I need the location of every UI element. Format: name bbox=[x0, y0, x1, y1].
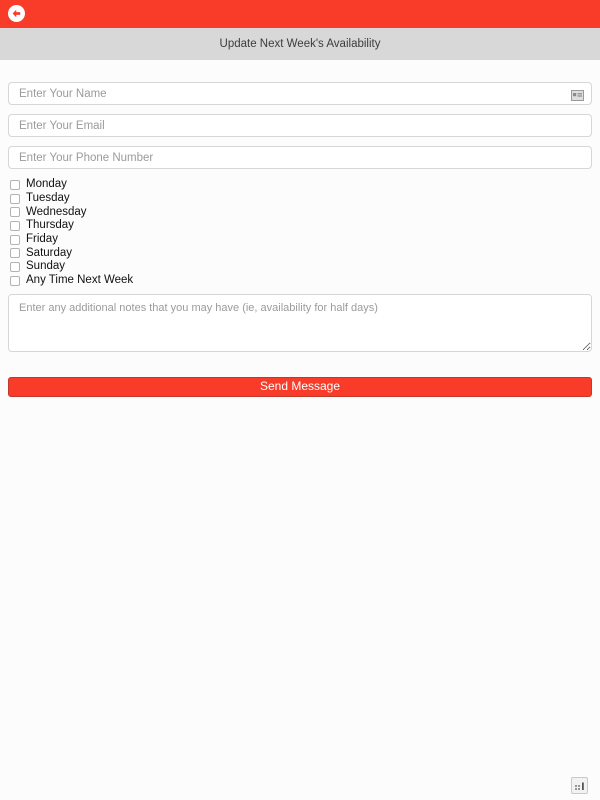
day-label: Saturday bbox=[26, 246, 73, 259]
availability-form bbox=[0, 60, 600, 397]
notes-textarea[interactable] bbox=[8, 294, 592, 352]
day-option-monday[interactable] bbox=[10, 178, 592, 192]
top-bar bbox=[0, 0, 600, 28]
sunday-checkbox[interactable] bbox=[10, 262, 20, 272]
day-label: Friday bbox=[26, 233, 58, 246]
phone-field-wrap bbox=[8, 146, 592, 169]
day-option-friday[interactable] bbox=[10, 233, 592, 247]
phone-input[interactable] bbox=[8, 146, 592, 169]
friday-checkbox[interactable] bbox=[10, 235, 20, 245]
header-bar bbox=[0, 28, 600, 60]
day-option-saturday[interactable] bbox=[10, 246, 592, 260]
day-label: Sunday bbox=[26, 260, 66, 273]
saturday-checkbox[interactable] bbox=[10, 248, 20, 258]
monday-checkbox[interactable] bbox=[10, 180, 20, 190]
day-label: Wednesday bbox=[26, 205, 87, 218]
email-input[interactable] bbox=[8, 114, 592, 137]
day-option-thursday[interactable] bbox=[10, 219, 592, 233]
resize-handle[interactable] bbox=[571, 777, 588, 794]
resize-grip-icon bbox=[573, 779, 586, 792]
back-arrow-icon bbox=[11, 8, 22, 19]
name-field-wrap bbox=[8, 82, 592, 105]
page-title: Update Next Week's Availability bbox=[219, 38, 381, 50]
day-option-anytime[interactable] bbox=[10, 274, 592, 288]
name-input[interactable] bbox=[8, 82, 592, 105]
day-label: Tuesday bbox=[26, 192, 70, 205]
thursday-checkbox[interactable] bbox=[10, 221, 20, 231]
day-label: Monday bbox=[26, 178, 67, 191]
day-option-sunday[interactable] bbox=[10, 260, 592, 274]
tuesday-checkbox[interactable] bbox=[10, 194, 20, 204]
send-message-button[interactable]: Send Message bbox=[8, 377, 592, 397]
day-option-tuesday[interactable] bbox=[10, 192, 592, 206]
back-button[interactable] bbox=[8, 5, 25, 22]
day-label: Any Time Next Week bbox=[26, 274, 134, 287]
day-option-wednesday[interactable] bbox=[10, 205, 592, 219]
email-field-wrap bbox=[8, 114, 592, 137]
day-label: Thursday bbox=[26, 219, 74, 232]
day-checkbox-list bbox=[10, 178, 592, 288]
wednesday-checkbox[interactable] bbox=[10, 207, 20, 217]
contact-autofill-icon[interactable] bbox=[571, 88, 584, 99]
anytime-checkbox[interactable] bbox=[10, 276, 20, 286]
